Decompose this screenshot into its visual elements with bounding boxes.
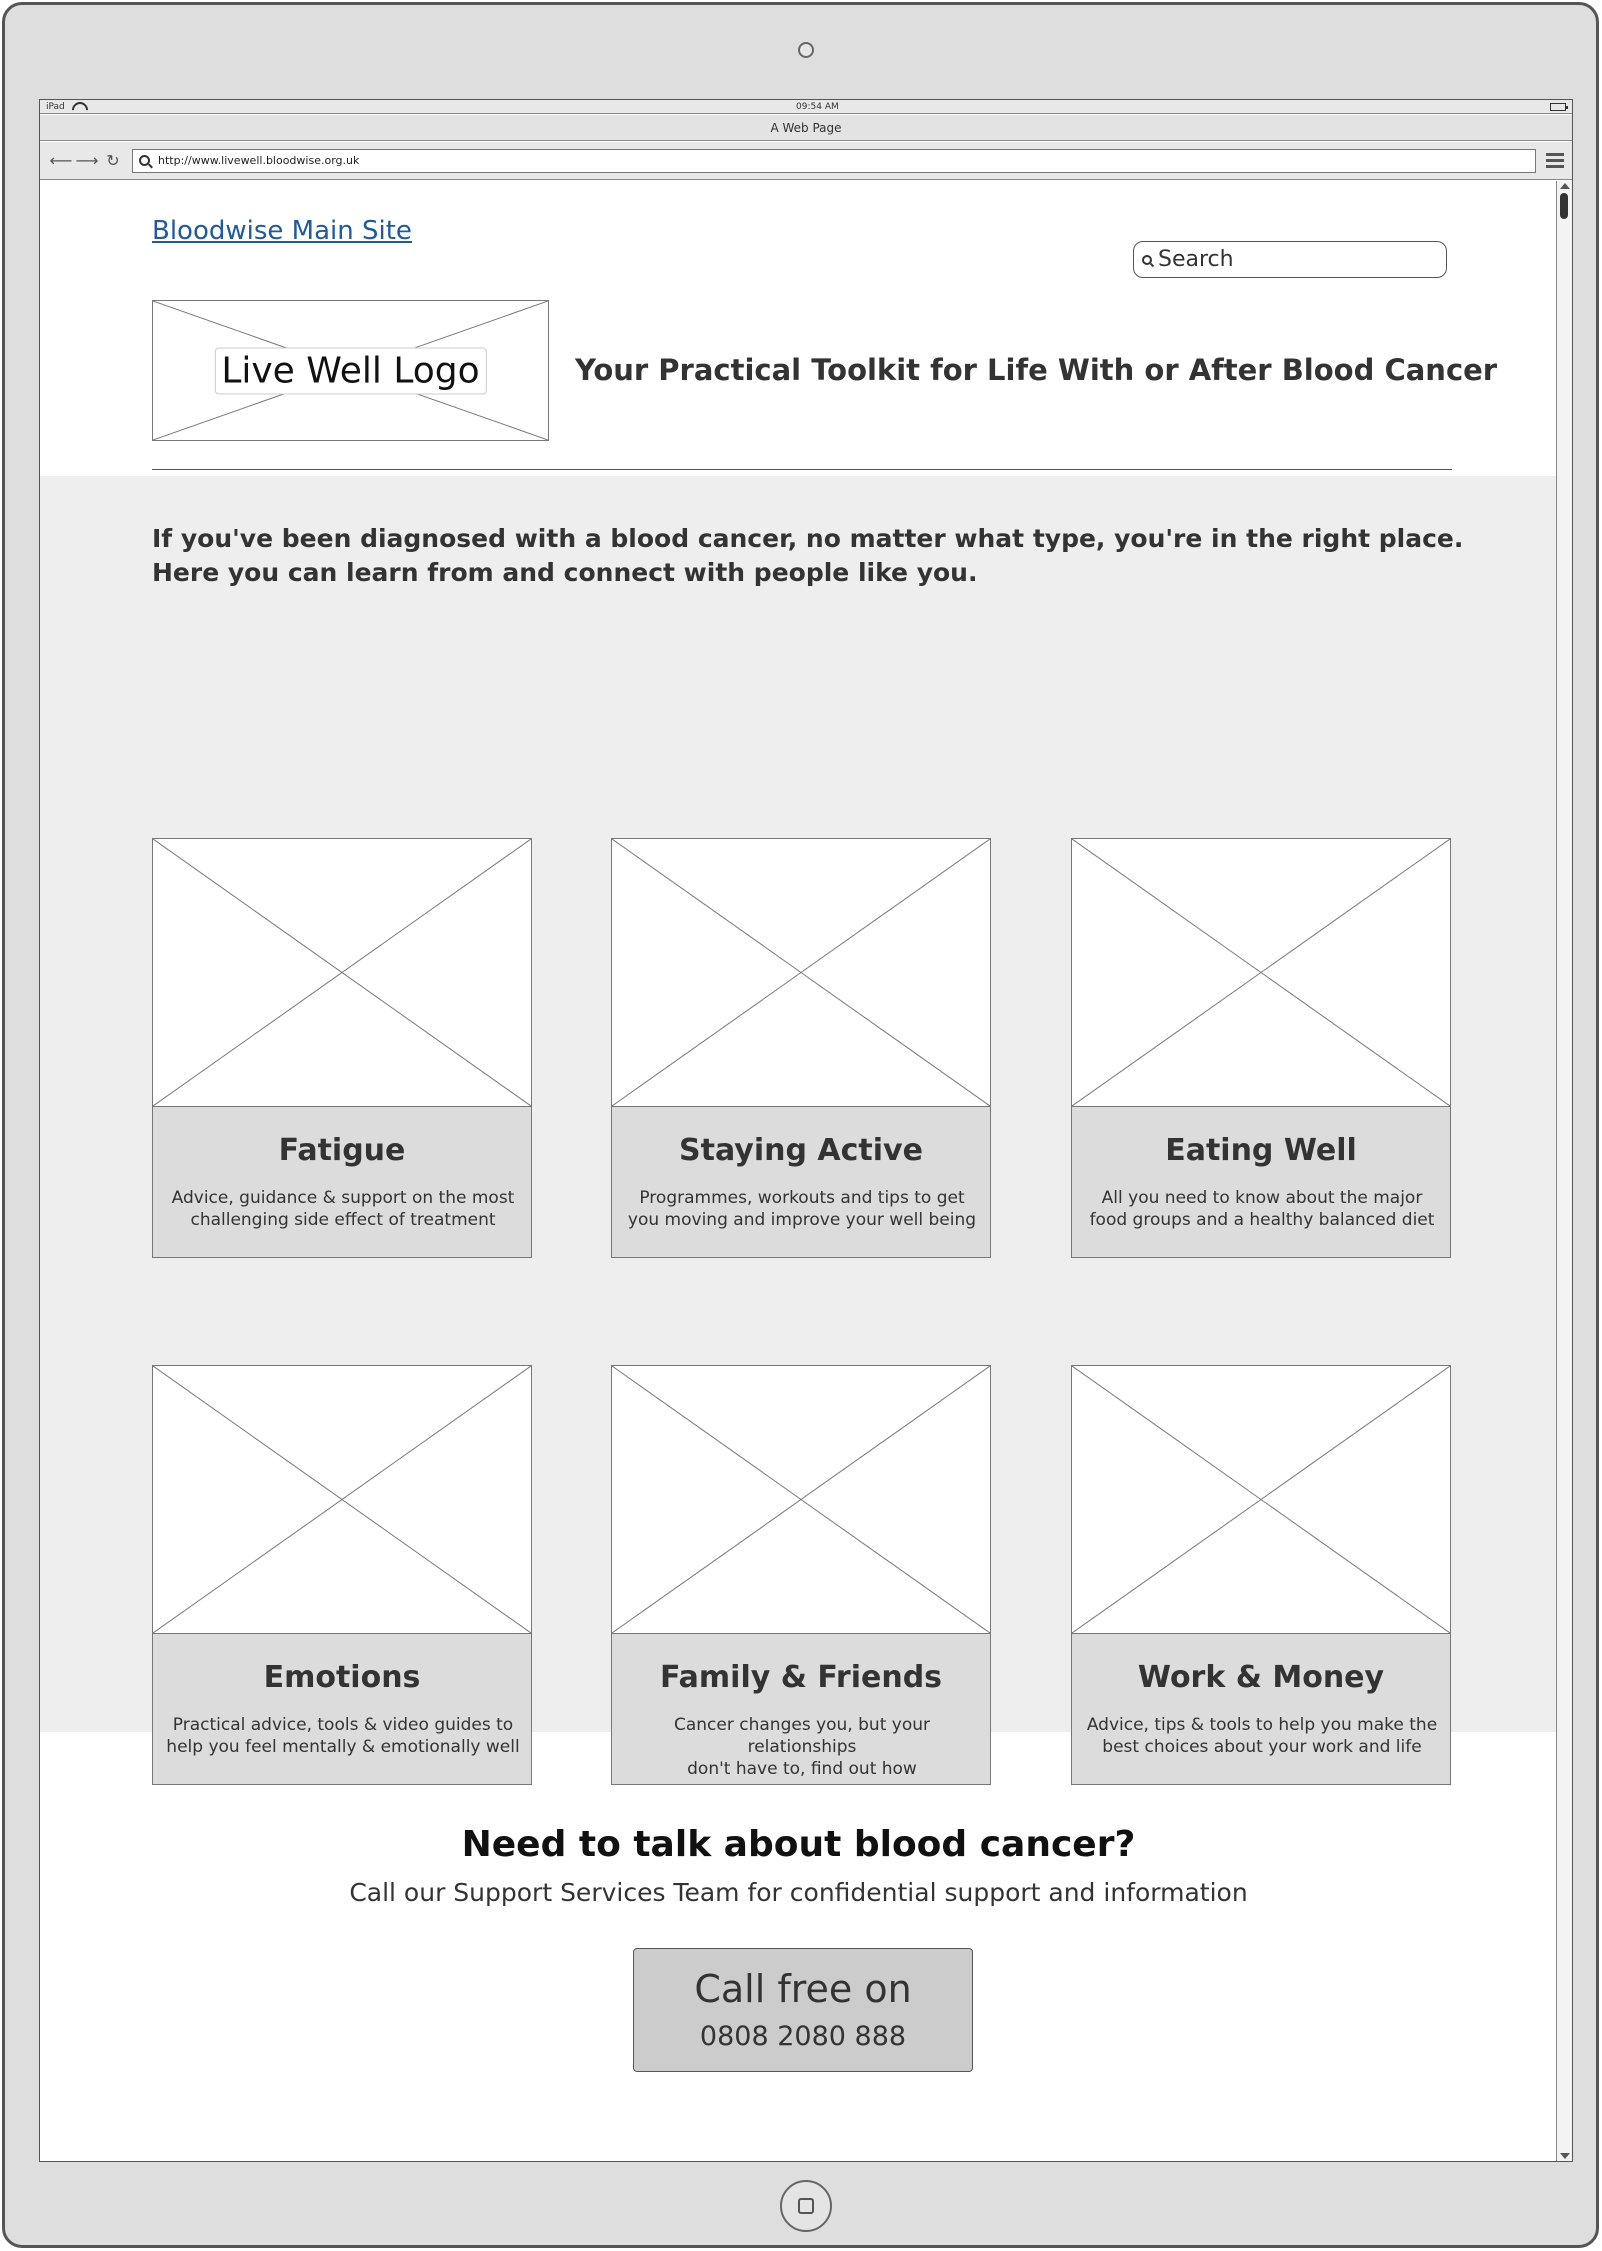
card-title: Family & Friends — [659, 1660, 943, 1695]
reload-icon[interactable]: ↻ — [106, 151, 120, 170]
card-title: Eating Well — [1165, 1133, 1357, 1168]
card-title: Fatigue — [278, 1133, 406, 1168]
card-title: Work & Money — [1137, 1660, 1385, 1695]
status-time: 09:54 AM — [796, 101, 839, 112]
topic-card-staying-active[interactable] — [611, 838, 991, 1258]
image-placeholder-icon — [612, 1366, 990, 1633]
support-heading: Need to talk about blood cancer? — [461, 1824, 1136, 1865]
card-image-placeholder — [1072, 839, 1450, 1107]
card-description — [622, 1187, 982, 1231]
image-placeholder-icon — [153, 839, 531, 1106]
logo-label: Live Well Logo — [214, 347, 486, 394]
bloodwise-main-site-link[interactable]: Bloodwise Main Site — [152, 216, 412, 246]
topic-card-family-friends[interactable] — [611, 1365, 991, 1785]
page-tagline: Your Practical Toolkit for Life With or After Blood Cancer — [575, 353, 1498, 387]
support-subtitle: Call our Support Services Team for confidential support and information — [349, 1878, 1248, 1907]
topic-card-emotions[interactable] — [152, 1365, 532, 1785]
intro-line-1: If you've been diagnosed with a blood cancer, no matter what type, you're in the right place. — [152, 524, 1464, 553]
image-placeholder-icon — [1072, 1366, 1450, 1633]
search-field[interactable] — [1133, 241, 1447, 278]
scroll-up-icon[interactable] — [1560, 183, 1570, 189]
call-button-label: Call free on — [694, 1967, 912, 2011]
intro-text — [152, 522, 1463, 590]
device-label: iPad — [46, 101, 65, 112]
camera-icon — [798, 42, 814, 58]
card-desc-line-2: best choices about your work and life — [1102, 1737, 1422, 1757]
screen — [39, 99, 1573, 2162]
card-desc-line-1: Advice, guidance & support on the most — [171, 1188, 515, 1208]
card-title: Staying Active — [679, 1133, 923, 1168]
status-bar — [40, 100, 1572, 114]
browser-toolbar — [40, 142, 1572, 180]
card-desc-line-1: Programmes, workouts and tips to get — [639, 1188, 965, 1208]
intro-line-2: Here you can learn from and connect with people like you. — [152, 558, 978, 587]
topic-card-eating-well[interactable] — [1071, 838, 1451, 1258]
card-desc-line-1: Advice, tips & tools to help you make the — [1086, 1715, 1438, 1735]
card-image-placeholder — [153, 839, 531, 1107]
search-icon — [1142, 255, 1152, 265]
card-desc-line-2: challenging side effect of treatment — [190, 1210, 496, 1230]
home-button[interactable] — [780, 2180, 832, 2232]
logo-placeholder[interactable] — [152, 300, 549, 441]
search-icon — [139, 155, 150, 166]
header-divider — [152, 469, 1452, 470]
image-placeholder-icon — [1072, 839, 1450, 1106]
wifi-icon — [71, 102, 85, 111]
address-bar[interactable] — [132, 149, 1536, 173]
web-page — [40, 181, 1557, 2162]
topics-section — [40, 476, 1557, 1779]
card-description — [1082, 1187, 1442, 1231]
card-description — [1082, 1714, 1442, 1758]
card-image-placeholder — [612, 839, 990, 1107]
call-free-button[interactable] — [633, 1948, 973, 2072]
card-desc-line-2: you moving and improve your well being — [627, 1210, 977, 1230]
topic-card-fatigue[interactable] — [152, 838, 532, 1258]
vertical-scrollbar[interactable] — [1556, 181, 1572, 2162]
card-image-placeholder — [1072, 1366, 1450, 1634]
search-input[interactable] — [1158, 247, 1438, 272]
card-description — [622, 1714, 982, 1780]
forward-arrow-icon[interactable]: ⟶ — [75, 151, 99, 170]
back-arrow-icon[interactable]: ⟵ — [49, 151, 73, 170]
image-placeholder-icon — [153, 1366, 531, 1633]
window-title: A Web Page — [40, 115, 1572, 141]
card-desc-line-1: Cancer changes you, but your relationships — [674, 1715, 930, 1757]
topic-card-work-money[interactable] — [1071, 1365, 1451, 1785]
ipad-frame — [2, 2, 1599, 2248]
card-image-placeholder — [153, 1366, 531, 1634]
scroll-thumb[interactable] — [1560, 193, 1568, 219]
card-desc-line-2: food groups and a healthy balanced diet — [1089, 1210, 1435, 1230]
card-desc-line-2: don't have to, find out how — [687, 1759, 917, 1779]
scroll-down-icon[interactable] — [1560, 2153, 1570, 2159]
phone-number: 0808 2080 888 — [699, 2021, 907, 2052]
home-square-icon — [798, 2198, 814, 2214]
card-desc-line-1: Practical advice, tools & video guides to — [172, 1715, 514, 1735]
card-description — [163, 1714, 523, 1758]
card-image-placeholder — [612, 1366, 990, 1634]
card-title: Emotions — [263, 1660, 421, 1695]
card-description — [163, 1187, 523, 1231]
card-desc-line-1: All you need to know about the major — [1101, 1188, 1423, 1208]
battery-icon — [1550, 103, 1566, 111]
menu-icon[interactable] — [1546, 150, 1564, 171]
url-text: http://www.livewell.bloodwise.org.uk — [158, 154, 360, 167]
card-desc-line-2: help you feel mentally & emotionally well — [166, 1737, 520, 1757]
image-placeholder-icon — [612, 839, 990, 1106]
